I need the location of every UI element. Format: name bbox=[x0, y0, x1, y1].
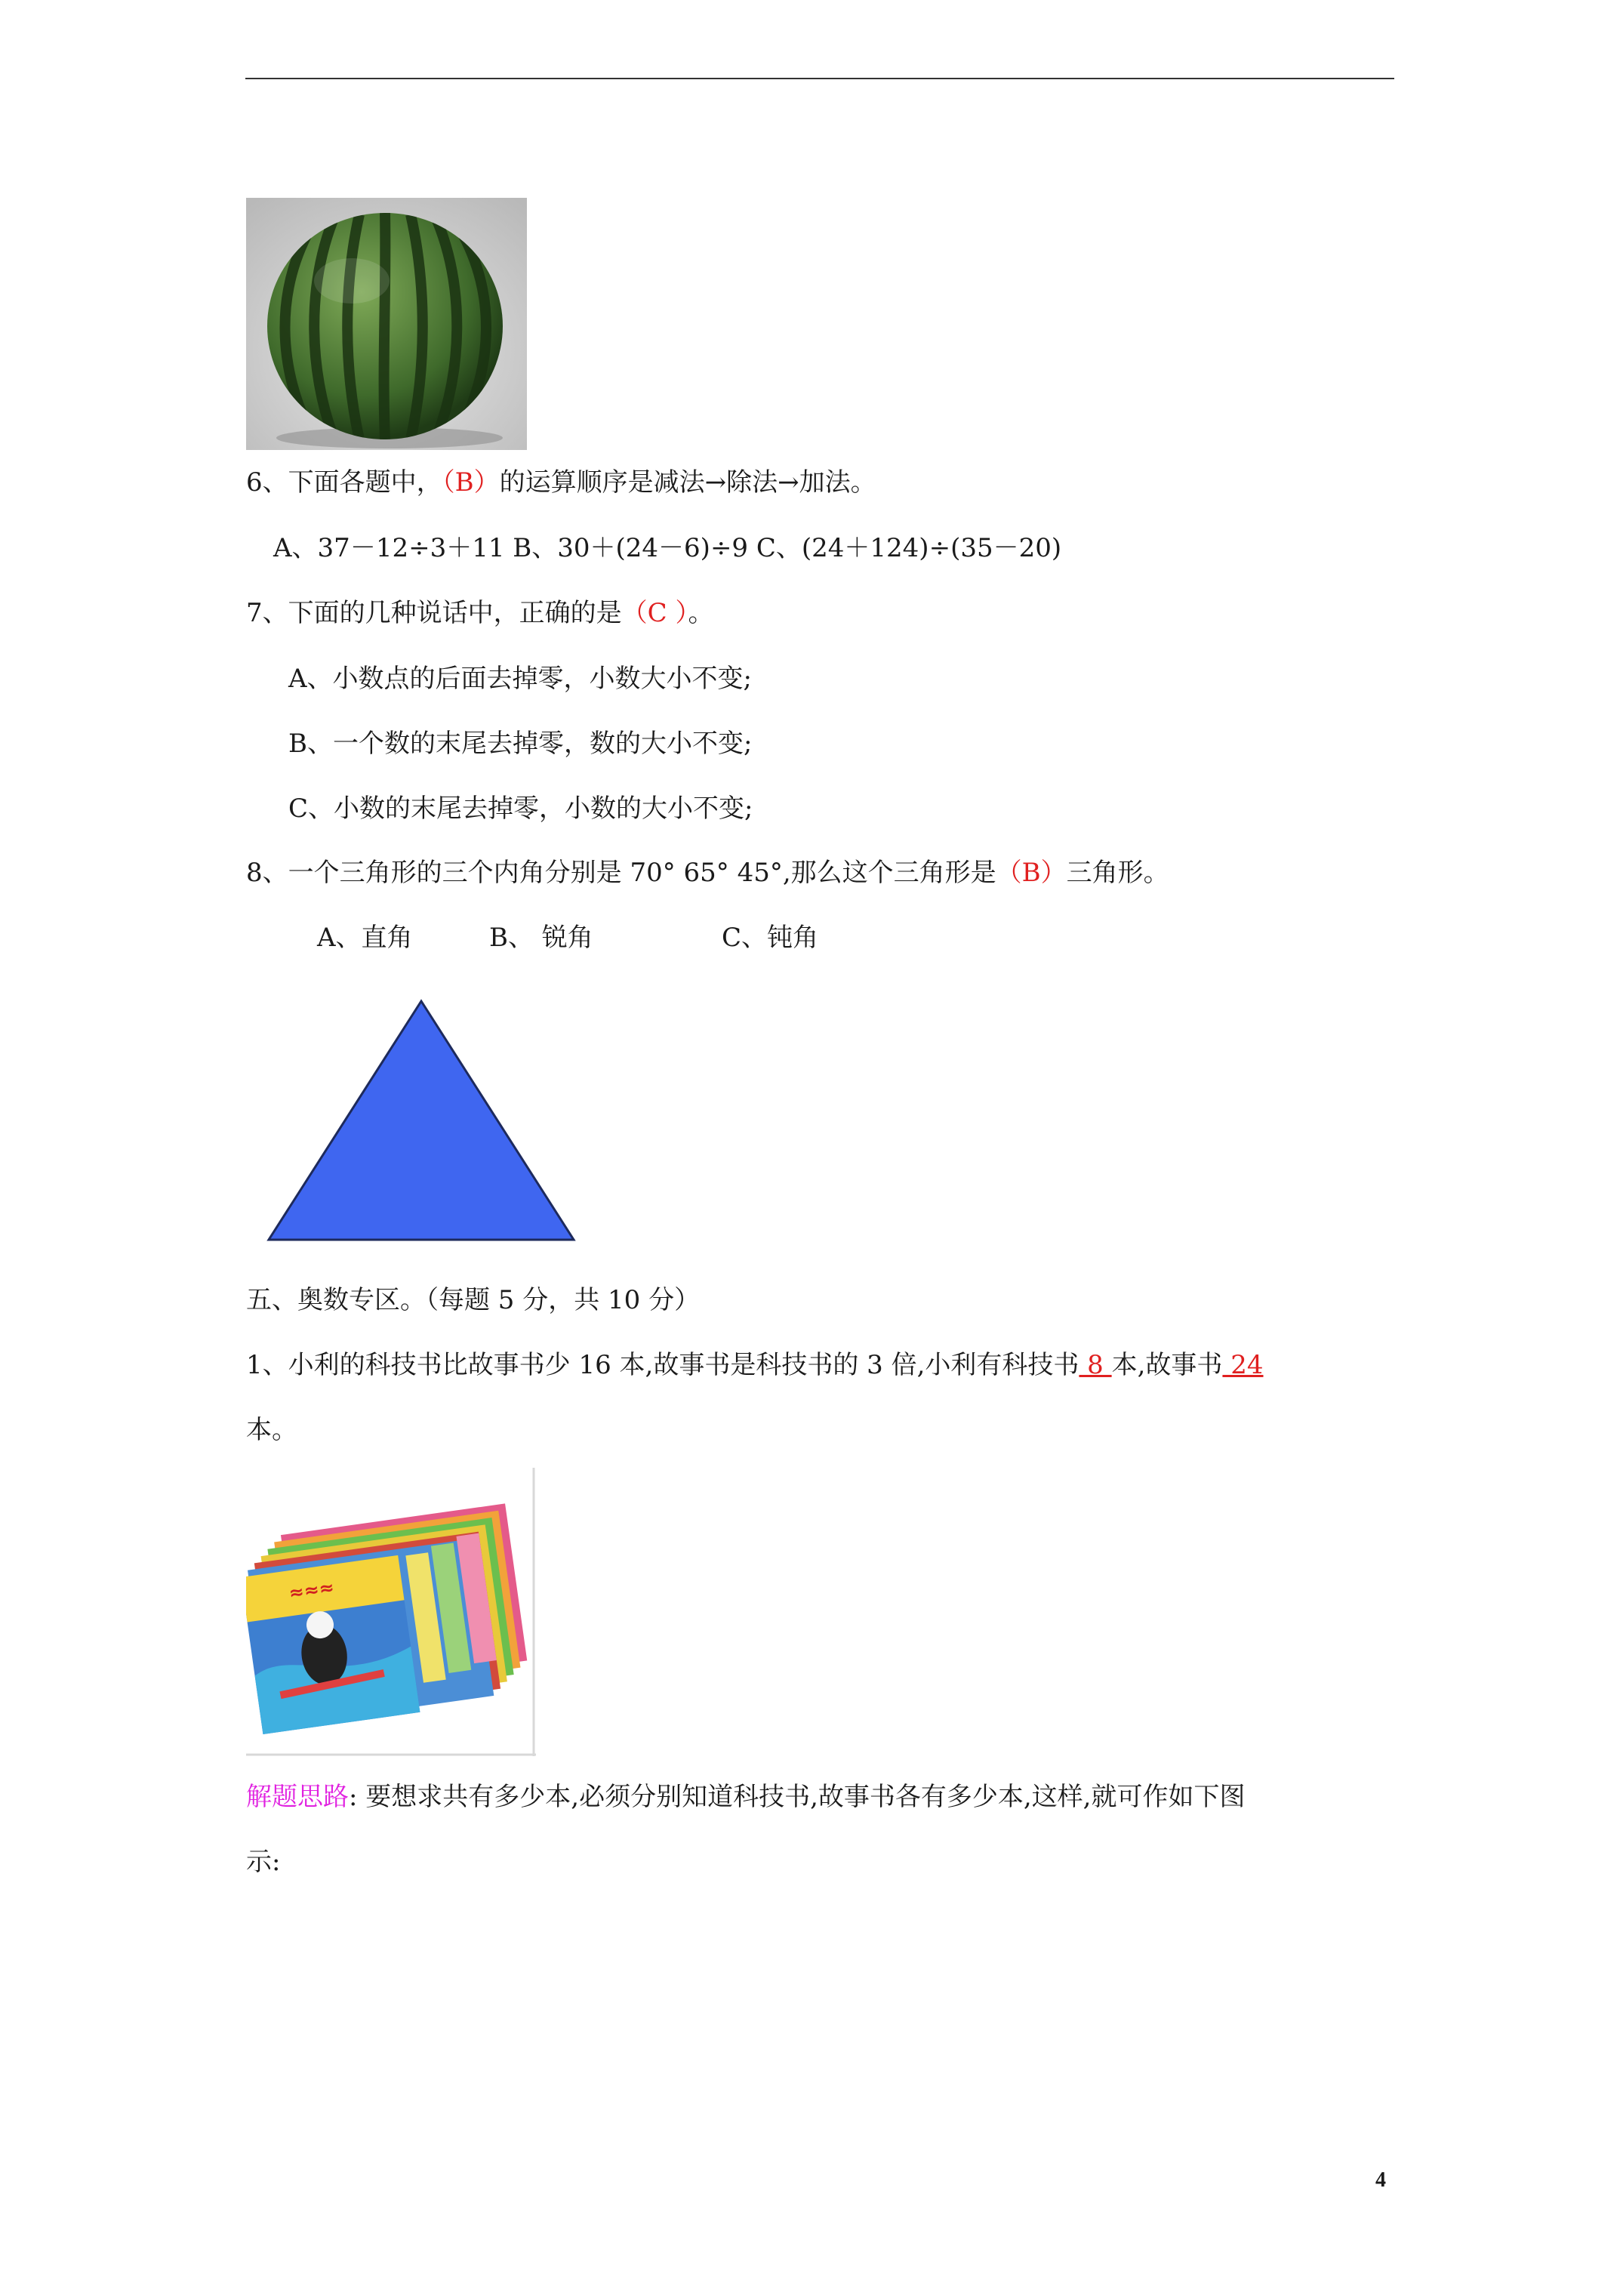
question-7-option-c: C、小数的末尾去掉零，小数的大小不变; bbox=[288, 794, 753, 824]
header-rule bbox=[245, 78, 1394, 79]
question-8-option-b: B、 锐角 bbox=[489, 923, 593, 953]
blank-1: 8 bbox=[1079, 1350, 1112, 1380]
section-5-question-1-end: 本。 bbox=[246, 1415, 297, 1445]
watermelon-image bbox=[246, 198, 527, 450]
section-5-question-1: 1、小利的科技书比故事书少 16 本,故事书是科技书的 3 倍,小利有科技书 8 本,故事书 24 bbox=[246, 1350, 1264, 1380]
question-7-option-b: B、一个数的末尾去掉零，数的大小不变; bbox=[288, 729, 753, 759]
hint-line: 解题思路: 要想求共有多少本,必须分别知道科技书,故事书各有多少本,这样,就可作如下图 bbox=[246, 1782, 1246, 1812]
question-8: 8、一个三角形的三个内角分别是 70° 65° 45°,那么这个三角形是（B）三角形。 bbox=[246, 858, 1169, 888]
answer-6: （B） bbox=[442, 467, 500, 498]
answer-7: （C ） bbox=[621, 598, 688, 628]
question-7-option-a: A、小数点的后面去掉零，小数大小不变; bbox=[288, 664, 753, 694]
hint-line-end: 示: bbox=[246, 1847, 281, 1877]
blank-2: 24 bbox=[1222, 1350, 1264, 1380]
section-5-heading: 五、奥数专区。（每题 5 分，共 10 分） bbox=[246, 1285, 701, 1315]
page-number: 4 bbox=[1375, 2168, 1386, 2192]
question-6: 6、下面各题中，（B）的运算顺序是减法→除法→加法。 bbox=[246, 467, 876, 498]
storybooks-image bbox=[246, 1468, 536, 1756]
svg-text:≈≈≈: ≈≈≈ bbox=[287, 1576, 336, 1604]
question-7: 7、下面的几种说话中，正确的是（C ）。 bbox=[246, 598, 714, 628]
question-8-option-c: C、钝角 bbox=[722, 923, 819, 953]
answer-8: （B） bbox=[996, 858, 1067, 888]
question-8-option-a: A、直角 bbox=[317, 923, 413, 953]
question-6-options: A、37－12÷3＋11 B、30＋(24－6)÷9 C、(24＋124)÷(35－20) bbox=[273, 533, 1062, 563]
triangle-image bbox=[264, 997, 581, 1246]
hint-label: 解题思路 bbox=[246, 1782, 349, 1812]
